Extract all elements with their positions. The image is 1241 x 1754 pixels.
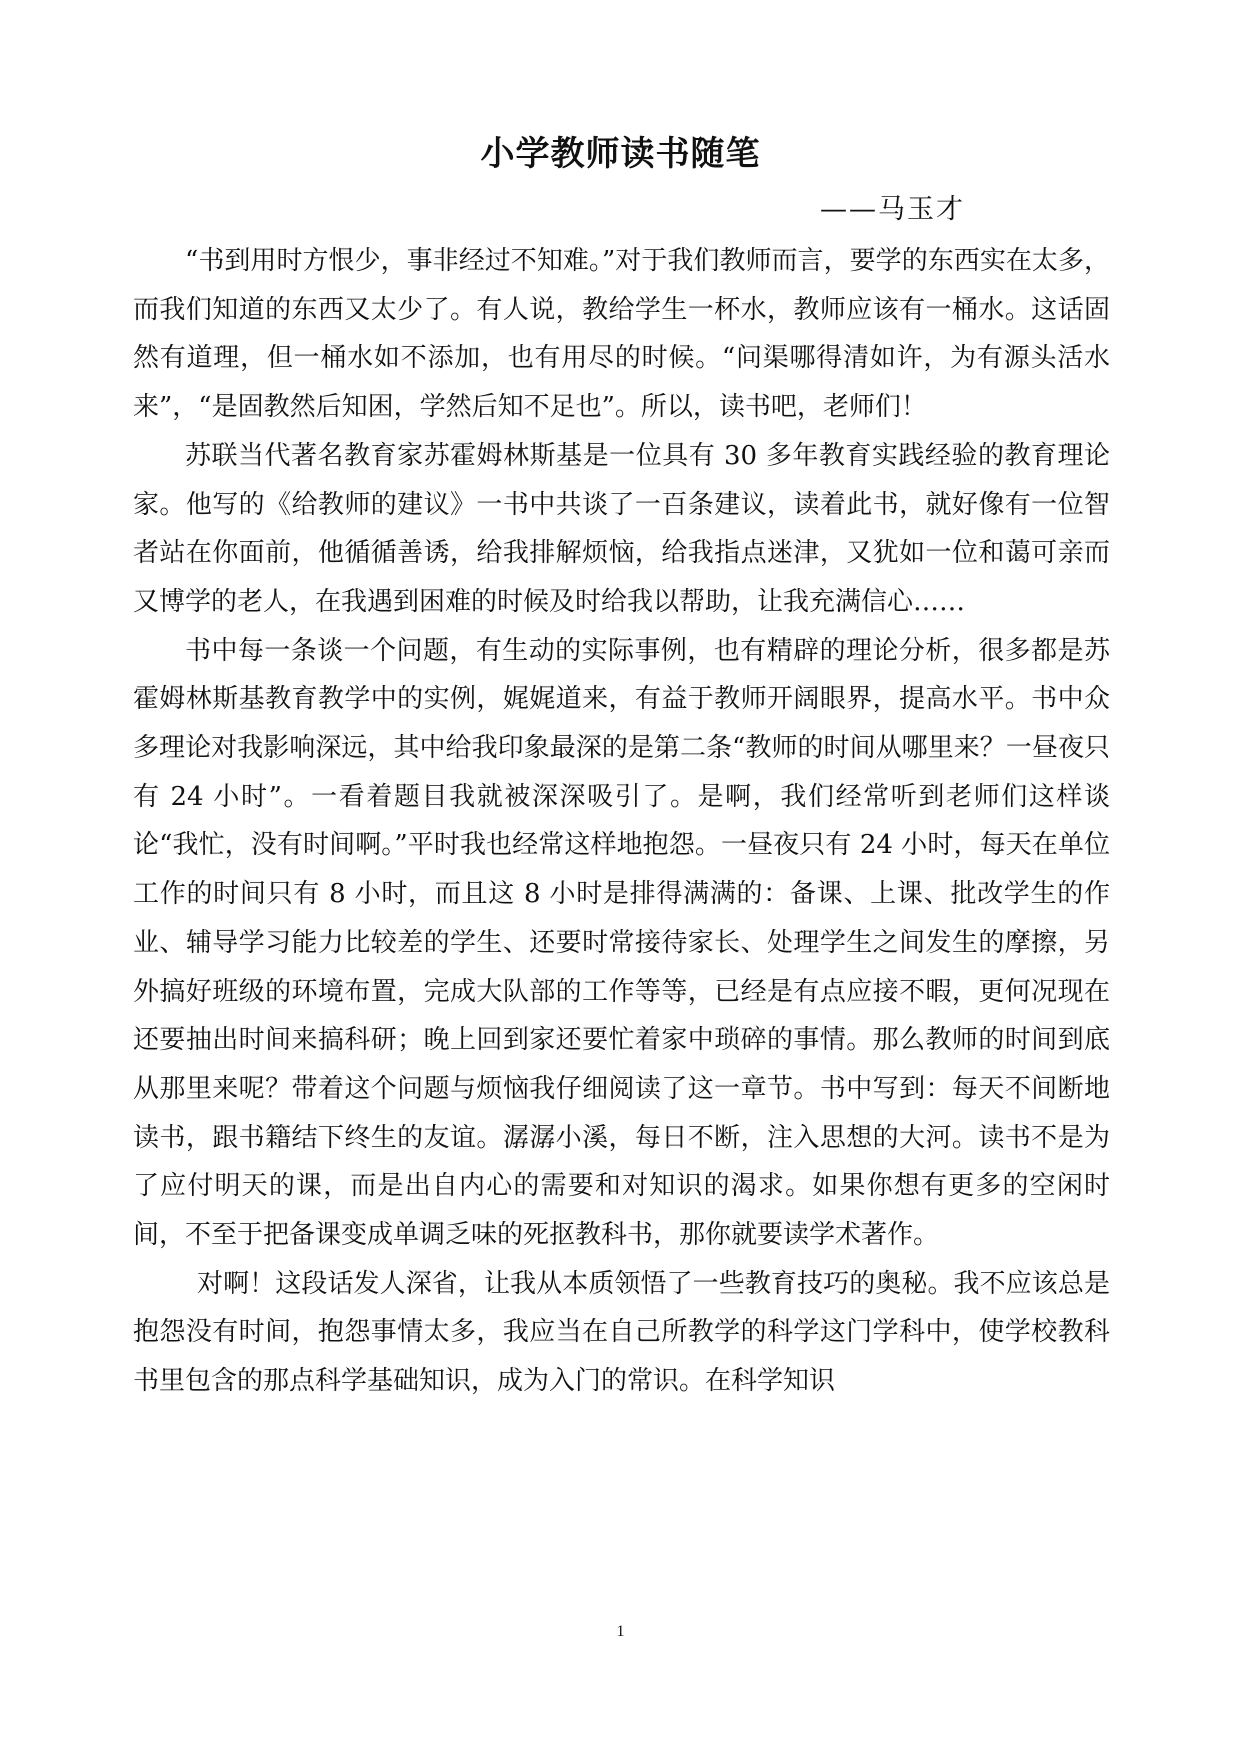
document-title: 小学教师读书随笔 [480,134,761,174]
paragraph-4: 对啊！这段话发人深省，让我从本质领悟了一些教育技巧的奥秘。我不应该总是抱怨没有时间，抱怨事情太多，我应当在自己所教学的科学这门学科中，使学校教科书里包含的那点科学基础知识，成为入门的常识。在科学知识 [133,1268,1110,1397]
author-line: ——马玉才 [820,194,965,225]
document-body [133,237,1110,1406]
paragraph-2: 苏联当代著名教育家苏霍姆林斯基是一位具有 30 多年教育实践经验的教育理论家。他写的《给教师的建议》一书中共谈了一百条建议，读着此书，就好像有一位智者站在你面前，他循循善诱，给我排解烦恼，给我指点迷津，又犹如一位和蔼可亲而又博学的老人，在我遇到困难的时候及时给我以帮助，让我充满信心…… [133,440,1110,617]
page-number: 1 [616,1623,625,1640]
paragraph-1: “书到用时方恨少，事非经过不知难。”对于我们教师而言，要学的东西实在太多，而我们知道的东西又太少了。有人说，教给学生一杯水，教师应该有一桶水。这话固然有道理，但一桶水如不添加，也有用尽的时候。“问渠哪得清如许，为有源头活水来”，“是固教然后知困，学然后知不足也”。所以，读书吧，老师们！ [133,246,1110,423]
paragraph-3: 书中每一条谈一个问题，有生动的实际事例，也有精辟的理论分析，很多都是苏霍姆林斯基教育教学中的实例，娓娓道来，有益于教师开阔眼界，提高水平。书中众多理论对我影响深远，其中给我印象最深的是第二条“教师的时间从哪里来？一昼夜只有 24 小时”。一看着题目我就被深深吸引了。是啊，我们经常听到老师们这样谈论“我忙，没有时间啊。”平时我也经常这样地抱怨。一昼夜只有 24 小时，每天在单位工作的时间只有 8 小时，而且这 8 小时是排得满满的：备课、上课、批改学生的作业、辅导学习能力比较差的学生、还要时常接待家长、处理学生之间发生的摩擦，另外搞好班级的环境布置，完成大队部的工作等等，已经是有点应接不暇，更何况现在还要抽出时间来搞科研；晚上回到家还要忙着家中琐碎的事情。那么教师的时间到底从那里来呢？带着这个问题与烦恼我仔细阅读了这一章节。书中写到：每天不间断地读书，跟书籍结下终生的友谊。潺潺小溪，每日不断，注入思想的大河。读书不是为了应付明天的课，而是出自内心的需要和对知识的渴求。如果你想有更多的空闲时间，不至于把备课变成单调乏味的死抠教科书，那你就要读学术著作。 [133,635,1111,1251]
